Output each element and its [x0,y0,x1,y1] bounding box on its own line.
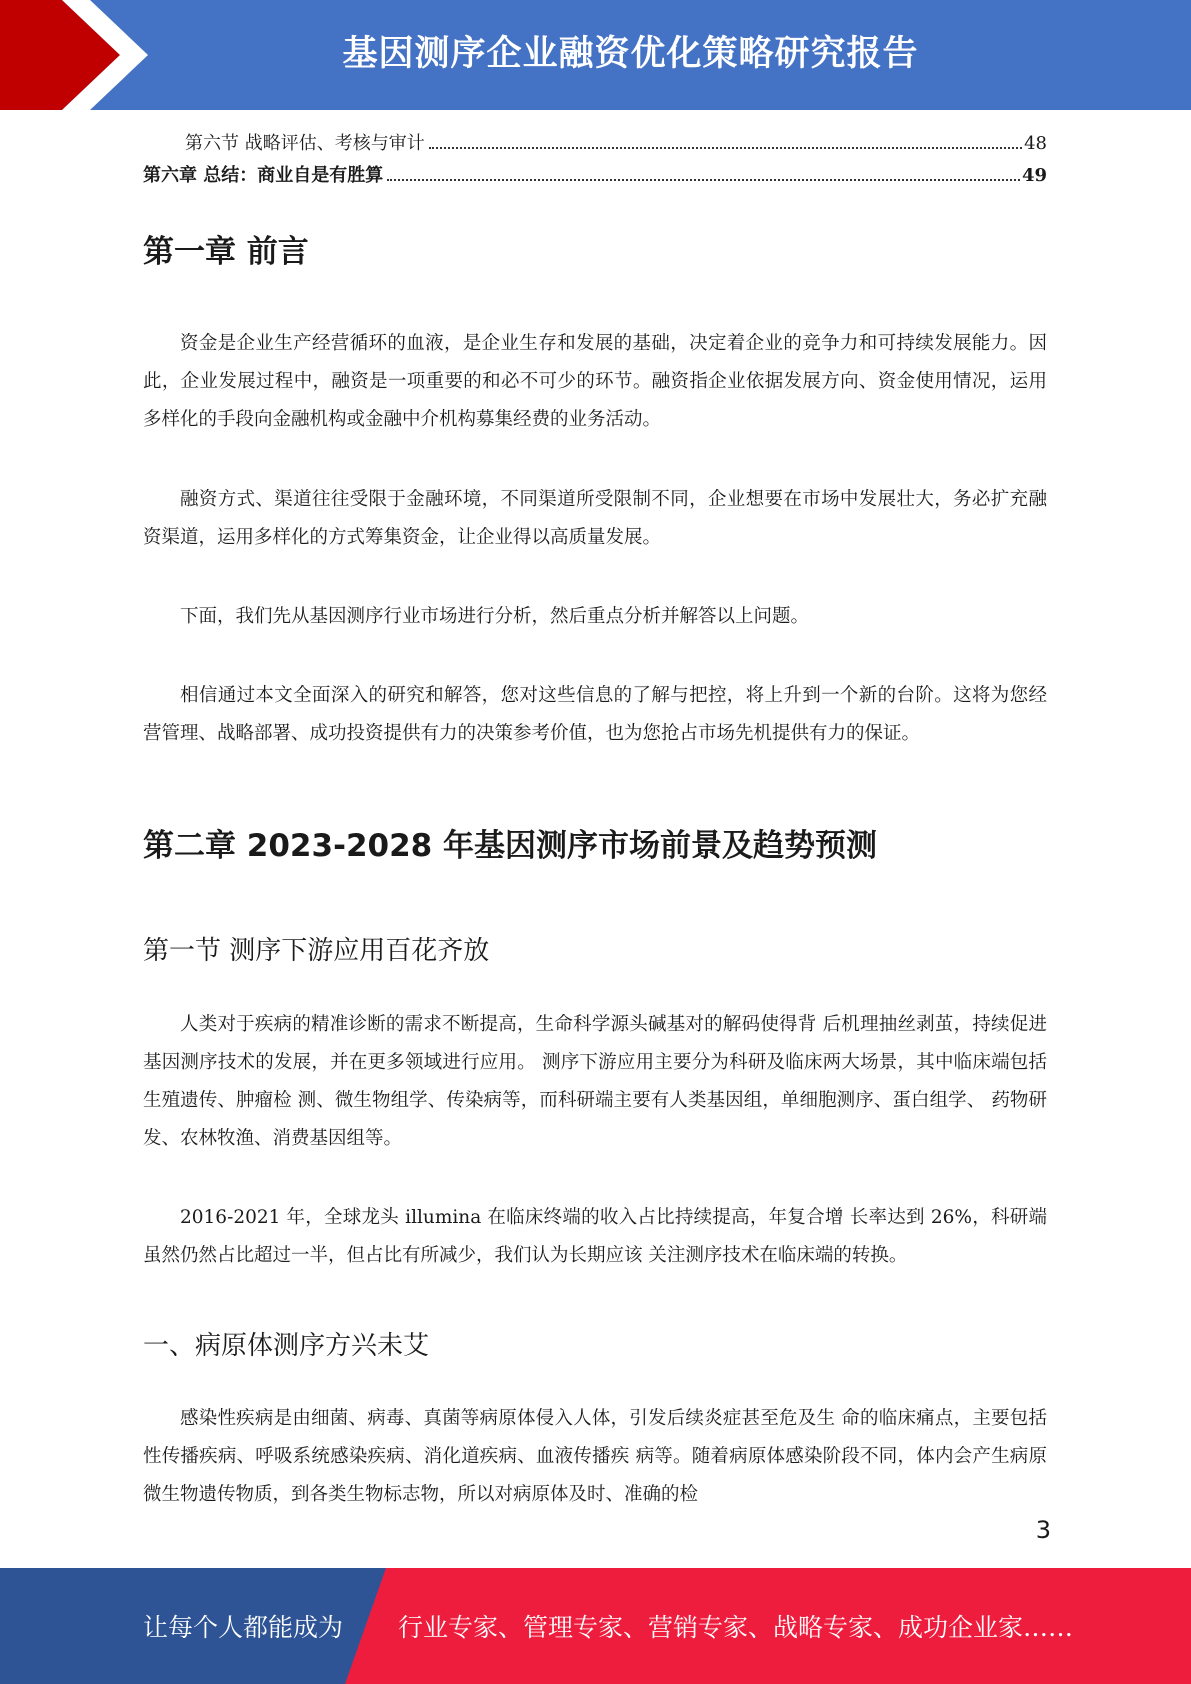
page-number: 3 [1035,1516,1051,1544]
subsection-heading: 一、病原体测序方兴未艾 [143,1331,430,1361]
toc-entry-label: 第六章 总结：商业自是有胜算 [143,165,384,186]
body-paragraph: 融资方式、渠道往往受限于金融环境，不同渠道所受限制不同，企业想要在市场中发展壮大，务必扩充融资渠道，运用多样化的方式筹集资金，让企业得以高质量发展。 [143,489,1047,548]
body-paragraph: 下面，我们先从基因测序行业市场进行分析，然后重点分析并解答以上问题。 [180,606,810,627]
table-of-contents [143,128,1047,192]
toc-leader-dots [429,147,1022,149]
toc-entry-page: 49 [1021,165,1047,186]
body-paragraph: 2016-2021 年，全球龙头 illumina 在临床终端的收入占比持续提高，年复合增 长率达到 26%，科研端虽然仍然占比超过一半，但占比有所减少，我们认为长期应该 关注测序技术在临床端的转换。 [143,1207,1047,1266]
toc-entry[interactable] [143,160,1047,192]
page-header [0,0,1191,110]
toc-leader-dots [387,179,1020,181]
page-footer [0,1568,1191,1684]
chapter-heading: 第一章 前言 [143,234,309,270]
toc-entry-page: 48 [1024,133,1047,154]
chapter-heading: 第二章 2023-2028 年基因测序市场前景及趋势预测 [143,828,878,864]
body-paragraph: 感染性疾病是由细菌、病毒、真菌等病原体侵入人体，引发后续炎症甚至危及生 命的临床痛点，主要包括性传播疾病、呼吸系统感染疾病、消化道疾病、血液传播疾 病等。随着病原体感染阶段不同，体内会产生病原微生物遗传物质，到各类生物标志物，所以对病原体及时、准确的检 [143,1408,1047,1505]
page-content [143,128,1047,1505]
body-paragraph: 资金是企业生产经营循环的血液，是企业生存和发展的基础，决定着企业的竞争力和可持续发展能力。因此，企业发展过程中，融资是一项重要的和必不可少的环节。融资指企业依据发展方向、资金使用情况，运用多样化的手段向金融机构或金融中介机构募集经费的业务活动。 [143,333,1047,430]
footer-slogan-left: 让每个人都能成为 [143,1613,344,1642]
document-title: 基因测序企业融资优化策略研究报告 [342,34,919,74]
toc-entry-label: 第六节 战略评估、考核与审计 [185,133,425,154]
footer-slogan-right: 行业专家、管理专家、营销专家、战略专家、成功企业家…… [398,1613,1074,1642]
toc-entry[interactable] [143,128,1047,160]
body-paragraph: 人类对于疾病的精准诊断的需求不断提高，生命科学源头碱基对的解码使得背 后机理抽丝剥茧，持续促进基因测序技术的发展，并在更多领域进行应用。 测序下游应用主要分为科研及临床两大场景，其中临床端包括生殖遗传、肿瘤检 测、微生物组学、传染病等，而科研端主要有人类基因组，单细胞测序、蛋白组学、 药物研发、农林牧渔、消费基因组等。 [143,1014,1047,1149]
section-heading: 第一节 测序下游应用百花齐放 [143,936,490,966]
body-paragraph: 相信通过本文全面深入的研究和解答，您对这些信息的了解与把控，将上升到一个新的台阶。这将为您经营管理、战略部署、成功投资提供有力的决策参考价值，也为您抢占市场先机提供有力的保证。 [143,685,1047,744]
